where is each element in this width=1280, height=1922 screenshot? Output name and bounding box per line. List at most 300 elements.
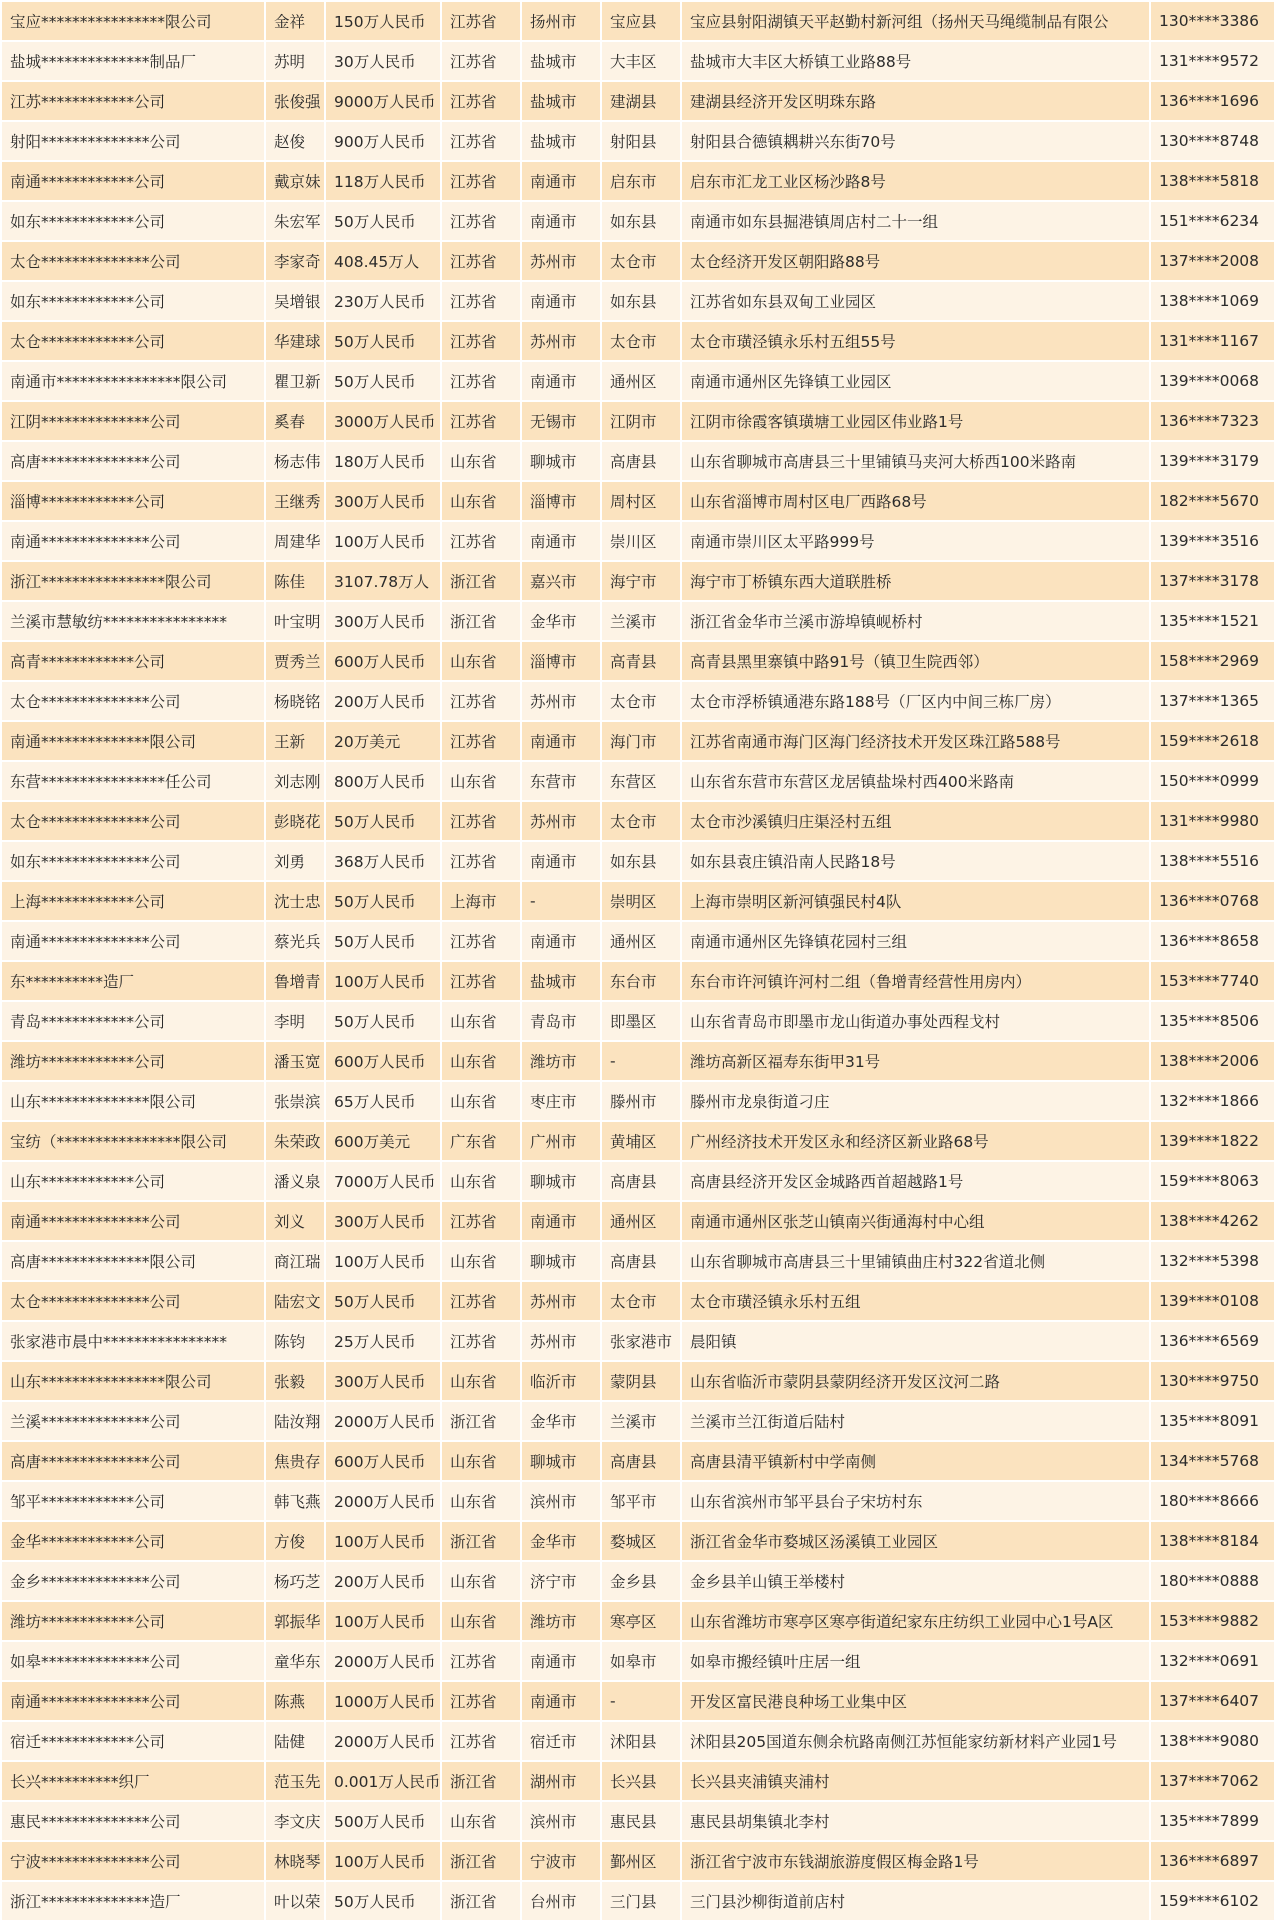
province-cell: 浙江省 [442,602,520,640]
company-name-cell: 南通**************公司 [2,522,264,560]
city-cell: 枣庄市 [522,1082,600,1120]
province-cell: 江苏省 [442,322,520,360]
city-cell: 湖州市 [522,1762,600,1800]
registered-capital-cell: 9000万人民币 [326,82,440,120]
table-row [2,482,1274,520]
address-cell: 潍坊高新区福寿东街甲31号 [682,1042,1149,1080]
district-cell: 兰溪市 [602,1402,680,1440]
company-name-cell: 江阴**************公司 [2,402,264,440]
phone-cell: 159****2618 [1151,722,1274,760]
district-cell: 射阳县 [602,122,680,160]
district-cell: 长兴县 [602,1762,680,1800]
legal-person-cell: 瞿卫新 [266,362,324,400]
registered-capital-cell: 800万人民币 [326,762,440,800]
province-cell: 江苏省 [442,1282,520,1320]
district-cell: 海宁市 [602,562,680,600]
address-cell: 长兴县夹浦镇夹浦村 [682,1762,1149,1800]
city-cell: 无锡市 [522,402,600,440]
legal-person-cell: 奚春 [266,402,324,440]
address-cell: 如皋市搬经镇叶庄居一组 [682,1642,1149,1680]
address-cell: 浙江省宁波市东钱湖旅游度假区梅金路1号 [682,1842,1149,1880]
district-cell: 沭阳县 [602,1722,680,1760]
company-name-cell: 宝应****************限公司 [2,2,264,40]
address-cell: 南通市如东县掘港镇周店村二十一组 [682,202,1149,240]
district-cell: 太仓市 [602,682,680,720]
address-cell: 山东省滨州市邹平县台子宋坊村东 [682,1482,1149,1520]
registered-capital-cell: 50万人民币 [326,202,440,240]
registered-capital-cell: 0.001万人民币 [326,1762,440,1800]
legal-person-cell: 沈士忠 [266,882,324,920]
table-body [2,2,1274,1920]
phone-cell: 139****3179 [1151,442,1274,480]
city-cell: 台州市 [522,1882,600,1920]
table-row [2,642,1274,680]
city-cell: 聊城市 [522,1442,600,1480]
registered-capital-cell: 25万人民币 [326,1322,440,1360]
address-cell: 山东省临沂市蒙阴县蒙阴经济开发区汶河二路 [682,1362,1149,1400]
city-cell: 广州市 [522,1122,600,1160]
legal-person-cell: 潘义泉 [266,1162,324,1200]
phone-cell: 131****1167 [1151,322,1274,360]
phone-cell: 139****1822 [1151,1122,1274,1160]
legal-person-cell: 叶以荣 [266,1882,324,1920]
company-name-cell: 南通**************公司 [2,1202,264,1240]
city-cell: 盐城市 [522,42,600,80]
registered-capital-cell: 100万人民币 [326,962,440,1000]
district-cell: 即墨区 [602,1002,680,1040]
table-row [2,1282,1274,1320]
phone-cell: 132****1866 [1151,1082,1274,1120]
province-cell: 江苏省 [442,1202,520,1240]
address-cell: 高唐县经济开发区金城路西首超越路1号 [682,1162,1149,1200]
registered-capital-cell: 50万人民币 [326,922,440,960]
legal-person-cell: 商江瑞 [266,1242,324,1280]
city-cell: 潍坊市 [522,1042,600,1080]
registered-capital-cell: 600万人民币 [326,642,440,680]
address-cell: 山东省淄博市周村区电厂西路68号 [682,482,1149,520]
table-row [2,1802,1274,1840]
registered-capital-cell: 900万人民币 [326,122,440,160]
registered-capital-cell: 100万人民币 [326,1242,440,1280]
district-cell: 高唐县 [602,442,680,480]
legal-person-cell: 华建球 [266,322,324,360]
city-cell: 南通市 [522,922,600,960]
table-row [2,1082,1274,1120]
table-row [2,1562,1274,1600]
legal-person-cell: 郭振华 [266,1602,324,1640]
province-cell: 山东省 [442,1802,520,1840]
registered-capital-cell: 600万人民币 [326,1042,440,1080]
registered-capital-cell: 300万人民币 [326,602,440,640]
phone-cell: 130****8748 [1151,122,1274,160]
company-name-cell: 潍坊************公司 [2,1042,264,1080]
phone-cell: 139****0068 [1151,362,1274,400]
address-cell: 如东县袁庄镇沿南人民路18号 [682,842,1149,880]
registered-capital-cell: 50万人民币 [326,1282,440,1320]
table-row [2,1242,1274,1280]
city-cell: 潍坊市 [522,1602,600,1640]
city-cell: 扬州市 [522,2,600,40]
district-cell: 高唐县 [602,1442,680,1480]
table-row [2,1442,1274,1480]
city-cell: 金华市 [522,602,600,640]
company-name-cell: 金乡**************公司 [2,1562,264,1600]
phone-cell: 139****3516 [1151,522,1274,560]
table-row [2,1042,1274,1080]
table-row [2,202,1274,240]
district-cell: 如东县 [602,282,680,320]
province-cell: 江苏省 [442,962,520,1000]
city-cell: 济宁市 [522,1562,600,1600]
table-row [2,1162,1274,1200]
city-cell: 滨州市 [522,1802,600,1840]
province-cell: 江苏省 [442,1682,520,1720]
city-cell: 聊城市 [522,1162,600,1200]
address-cell: 高唐县清平镇新村中学南侧 [682,1442,1149,1480]
company-name-cell: 江苏************公司 [2,82,264,120]
phone-cell: 136****6897 [1151,1842,1274,1880]
province-cell: 山东省 [442,1082,520,1120]
district-cell: 滕州市 [602,1082,680,1120]
company-name-cell: 兰溪**************公司 [2,1402,264,1440]
company-name-cell: 太仓**************公司 [2,682,264,720]
province-cell: 浙江省 [442,1882,520,1920]
registered-capital-cell: 3000万人民币 [326,402,440,440]
city-cell: 南通市 [522,162,600,200]
table-row [2,522,1274,560]
table-row [2,162,1274,200]
legal-person-cell: 吴增银 [266,282,324,320]
registered-capital-cell: 50万人民币 [326,1002,440,1040]
city-cell: 南通市 [522,722,600,760]
address-cell: 江阴市徐霞客镇璜塘工业园区伟业路1号 [682,402,1149,440]
district-cell: 太仓市 [602,802,680,840]
address-cell: 广州经济技术开发区永和经济区新业路68号 [682,1122,1149,1160]
province-cell: 山东省 [442,482,520,520]
company-name-cell: 张家港市晨中**************** [2,1322,264,1360]
registered-capital-cell: 65万人民币 [326,1082,440,1120]
registered-capital-cell: 500万人民币 [326,1802,440,1840]
table-row [2,922,1274,960]
district-cell: 惠民县 [602,1802,680,1840]
address-cell: 三门县沙柳街道前店村 [682,1882,1149,1920]
province-cell: 江苏省 [442,402,520,440]
registered-capital-cell: 50万人民币 [326,1882,440,1920]
city-cell: 苏州市 [522,1322,600,1360]
province-cell: 山东省 [442,1002,520,1040]
legal-person-cell: 潘玉宽 [266,1042,324,1080]
registered-capital-cell: 100万人民币 [326,1842,440,1880]
district-cell: 如东县 [602,202,680,240]
district-cell: 周村区 [602,482,680,520]
table-row [2,1762,1274,1800]
phone-cell: 180****0888 [1151,1562,1274,1600]
phone-cell: 130****9750 [1151,1362,1274,1400]
registered-capital-cell: 600万美元 [326,1122,440,1160]
legal-person-cell: 朱荣政 [266,1122,324,1160]
company-name-cell: 东**********造厂 [2,962,264,1000]
district-cell: 蒙阴县 [602,1362,680,1400]
district-cell: 高唐县 [602,1162,680,1200]
address-cell: 启东市汇龙工业区杨沙路8号 [682,162,1149,200]
district-cell: 如东县 [602,842,680,880]
company-name-cell: 上海************公司 [2,882,264,920]
district-cell: 寒亭区 [602,1602,680,1640]
registered-capital-cell: 1000万人民币 [326,1682,440,1720]
phone-cell: 137****2008 [1151,242,1274,280]
table-row [2,1002,1274,1040]
company-name-cell: 太仓************公司 [2,322,264,360]
city-cell: 南通市 [522,282,600,320]
city-cell: 苏州市 [522,322,600,360]
city-cell: 临沂市 [522,1362,600,1400]
table-row [2,762,1274,800]
company-name-cell: 高唐**************公司 [2,442,264,480]
legal-person-cell: 王继秀 [266,482,324,520]
province-cell: 江苏省 [442,522,520,560]
registered-capital-cell: 20万美元 [326,722,440,760]
province-cell: 江苏省 [442,802,520,840]
province-cell: 江苏省 [442,722,520,760]
district-cell: 如皋市 [602,1642,680,1680]
company-name-cell: 高唐**************限公司 [2,1242,264,1280]
phone-cell: 138****2006 [1151,1042,1274,1080]
address-cell: 沭阳县205国道东侧余杭路南侧江苏恒能家纺新材料产业园1号 [682,1722,1149,1760]
city-cell: 金华市 [522,1522,600,1560]
legal-person-cell: 陈佳 [266,562,324,600]
city-cell: 淄博市 [522,642,600,680]
city-cell: 嘉兴市 [522,562,600,600]
district-cell: 海门市 [602,722,680,760]
company-name-cell: 山东****************限公司 [2,1362,264,1400]
phone-cell: 135****8091 [1151,1402,1274,1440]
city-cell: 盐城市 [522,962,600,1000]
registered-capital-cell: 2000万人民币 [326,1482,440,1520]
province-cell: 山东省 [442,1602,520,1640]
legal-person-cell: 林晓琴 [266,1842,324,1880]
phone-cell: 134****5768 [1151,1442,1274,1480]
province-cell: 江苏省 [442,922,520,960]
legal-person-cell: 陆宏文 [266,1282,324,1320]
phone-cell: 131****9572 [1151,42,1274,80]
address-cell: 晨阳镇 [682,1322,1149,1360]
company-name-cell: 长兴**********织厂 [2,1762,264,1800]
province-cell: 上海市 [442,882,520,920]
city-cell: 南通市 [522,202,600,240]
address-cell: 上海市崇明区新河镇强民村4队 [682,882,1149,920]
registered-capital-cell: 180万人民币 [326,442,440,480]
address-cell: 太仓经济开发区朝阳路88号 [682,242,1149,280]
table-row [2,82,1274,120]
city-cell: 南通市 [522,842,600,880]
city-cell: 宿迁市 [522,1722,600,1760]
table-row [2,42,1274,80]
province-cell: 江苏省 [442,362,520,400]
address-cell: 浙江省金华市婺城区汤溪镇工业园区 [682,1522,1149,1560]
district-cell: - [602,1682,680,1720]
phone-cell: 138****8184 [1151,1522,1274,1560]
registered-capital-cell: 408.45万人 [326,242,440,280]
phone-cell: 180****8666 [1151,1482,1274,1520]
address-cell: 兰溪市兰江街道后陆村 [682,1402,1149,1440]
province-cell: 山东省 [442,1562,520,1600]
registered-capital-cell: 150万人民币 [326,2,440,40]
legal-person-cell: 方俊 [266,1522,324,1560]
city-cell: 南通市 [522,522,600,560]
phone-cell: 135****7899 [1151,1802,1274,1840]
company-name-cell: 南通**************公司 [2,922,264,960]
legal-person-cell: 刘勇 [266,842,324,880]
city-cell: 聊城市 [522,442,600,480]
company-name-cell: 浙江**************造厂 [2,1882,264,1920]
address-cell: 南通市崇川区太平路999号 [682,522,1149,560]
phone-cell: 131****9980 [1151,802,1274,840]
registered-capital-cell: 50万人民币 [326,322,440,360]
legal-person-cell: 陈钧 [266,1322,324,1360]
legal-person-cell: 杨巧芝 [266,1562,324,1600]
phone-cell: 136****8658 [1151,922,1274,960]
address-cell: 宝应县射阳湖镇天平赵勤村新河组（扬州天马绳缆制品有限公 [682,2,1149,40]
legal-person-cell: 张俊强 [266,82,324,120]
legal-person-cell: 陈燕 [266,1682,324,1720]
phone-cell: 137****3178 [1151,562,1274,600]
table-row [2,2,1274,40]
province-cell: 山东省 [442,1482,520,1520]
address-cell: 东台市许河镇许河村二组（鲁增青经营性用房内） [682,962,1149,1000]
district-cell: 太仓市 [602,322,680,360]
district-cell: 崇明区 [602,882,680,920]
city-cell: 淄博市 [522,482,600,520]
company-name-cell: 如东************公司 [2,202,264,240]
table-row [2,682,1274,720]
phone-cell: 151****6234 [1151,202,1274,240]
phone-cell: 138****5818 [1151,162,1274,200]
district-cell: 崇川区 [602,522,680,560]
province-cell: 广东省 [442,1122,520,1160]
address-cell: 山东省东营市东营区龙居镇盐垛村西400米路南 [682,762,1149,800]
address-cell: 高青县黑里寨镇中路91号（镇卫生院西邻） [682,642,1149,680]
company-name-cell: 高唐**************公司 [2,1442,264,1480]
legal-person-cell: 金祥 [266,2,324,40]
registered-capital-cell: 300万人民币 [326,482,440,520]
district-cell: 鄞州区 [602,1842,680,1880]
legal-person-cell: 刘志刚 [266,762,324,800]
company-name-cell: 兰溪市慧敏纺**************** [2,602,264,640]
city-cell: 盐城市 [522,122,600,160]
address-cell: 山东省聊城市高唐县三十里铺镇曲庄村322省道北侧 [682,1242,1149,1280]
table-row [2,562,1274,600]
district-cell: 东营区 [602,762,680,800]
registered-capital-cell: 50万人民币 [326,882,440,920]
legal-person-cell: 朱宏军 [266,202,324,240]
address-cell: 太仓市沙溪镇归庄渠泾村五组 [682,802,1149,840]
legal-person-cell: 叶宝明 [266,602,324,640]
district-cell: 宝应县 [602,2,680,40]
table-row [2,962,1274,1000]
city-cell: - [522,882,600,920]
phone-cell: 138****4262 [1151,1202,1274,1240]
address-cell: 太仓市浮桥镇通港东路188号（厂区内中间三栋厂房） [682,682,1149,720]
province-cell: 江苏省 [442,842,520,880]
province-cell: 江苏省 [442,122,520,160]
company-name-cell: 南通**************公司 [2,1682,264,1720]
district-cell: 邹平市 [602,1482,680,1520]
address-cell: 盐城市大丰区大桥镇工业路88号 [682,42,1149,80]
address-cell: 山东省青岛市即墨市龙山街道办事处西程戈村 [682,1002,1149,1040]
phone-cell: 137****7062 [1151,1762,1274,1800]
registered-capital-cell: 100万人民币 [326,1522,440,1560]
province-cell: 江苏省 [442,1322,520,1360]
company-name-cell: 浙江****************限公司 [2,562,264,600]
table-row [2,1202,1274,1240]
legal-person-cell: 刘义 [266,1202,324,1240]
company-name-cell: 山东**************限公司 [2,1082,264,1120]
table-row [2,362,1274,400]
registered-capital-cell: 200万人民币 [326,1562,440,1600]
registered-capital-cell: 118万人民币 [326,162,440,200]
table-row [2,722,1274,760]
district-cell: 启东市 [602,162,680,200]
phone-cell: 135****8506 [1151,1002,1274,1040]
province-cell: 江苏省 [442,42,520,80]
city-cell: 苏州市 [522,242,600,280]
registered-capital-cell: 300万人民币 [326,1362,440,1400]
table-row [2,1722,1274,1760]
province-cell: 浙江省 [442,1402,520,1440]
legal-person-cell: 周建华 [266,522,324,560]
phone-cell: 136****0768 [1151,882,1274,920]
company-name-cell: 青岛************公司 [2,1002,264,1040]
table-row [2,1122,1274,1160]
table-row [2,802,1274,840]
phone-cell: 138****1069 [1151,282,1274,320]
phone-cell: 159****8063 [1151,1162,1274,1200]
table-row [2,1682,1274,1720]
company-name-cell: 如东**************公司 [2,842,264,880]
province-cell: 江苏省 [442,202,520,240]
province-cell: 浙江省 [442,1762,520,1800]
legal-person-cell: 范玉先 [266,1762,324,1800]
province-cell: 江苏省 [442,1722,520,1760]
table-row [2,402,1274,440]
phone-cell: 137****1365 [1151,682,1274,720]
phone-cell: 132****0691 [1151,1642,1274,1680]
legal-person-cell: 鲁增青 [266,962,324,1000]
district-cell: 黄埔区 [602,1122,680,1160]
legal-person-cell: 童华东 [266,1642,324,1680]
city-cell: 盐城市 [522,82,600,120]
company-name-cell: 宝纺（****************限公司 [2,1122,264,1160]
province-cell: 山东省 [442,1162,520,1200]
legal-person-cell: 贾秀兰 [266,642,324,680]
company-name-cell: 宁波**************公司 [2,1842,264,1880]
registered-capital-cell: 300万人民币 [326,1202,440,1240]
registered-capital-cell: 50万人民币 [326,362,440,400]
district-cell: 三门县 [602,1882,680,1920]
registered-capital-cell: 100万人民币 [326,1602,440,1640]
legal-person-cell: 蔡光兵 [266,922,324,960]
table-row [2,1882,1274,1920]
table-row [2,282,1274,320]
city-cell: 聊城市 [522,1242,600,1280]
company-name-cell: 如东************公司 [2,282,264,320]
phone-cell: 159****6102 [1151,1882,1274,1920]
registered-capital-cell: 368万人民币 [326,842,440,880]
company-name-cell: 盐城**************制品厂 [2,42,264,80]
table-row [2,602,1274,640]
company-name-cell: 潍坊************公司 [2,1602,264,1640]
address-cell: 山东省聊城市高唐县三十里铺镇马夹河大桥西100米路南 [682,442,1149,480]
